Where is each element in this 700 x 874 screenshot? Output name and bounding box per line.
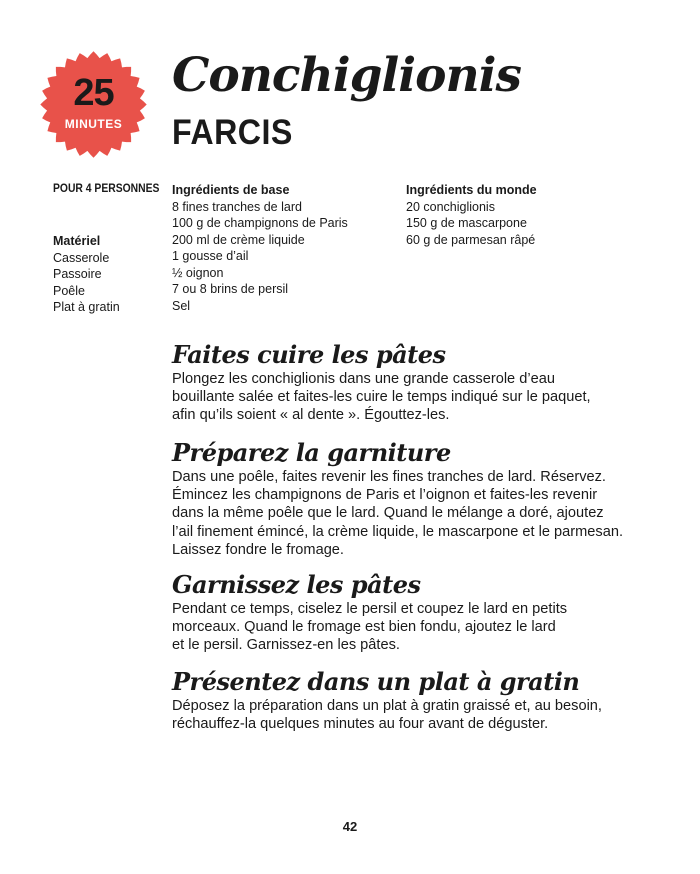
step-line: Émincez les champignons de Paris et l’oignon et faites-les revenir bbox=[172, 487, 598, 504]
ingredients-monde-heading: Ingrédients du monde bbox=[406, 183, 537, 197]
step-2 bbox=[172, 438, 632, 559]
ingredient-item: 60 g de parmesan râpé bbox=[406, 232, 536, 247]
step-line: l’ail finement émincé, la crème liquide, le mascarpone et le parmesan. bbox=[172, 523, 624, 540]
ingredient-item: Sel bbox=[172, 298, 191, 313]
step-line: Déposez la préparation dans un plat à gratin graissé et, au besoin, bbox=[172, 698, 602, 714]
materiel-list bbox=[53, 233, 120, 316]
ingredient-item: 1 gousse d’ail bbox=[172, 249, 249, 263]
step-line: et le persil. Garnissez-en les pâtes. bbox=[172, 637, 400, 654]
step-4 bbox=[172, 667, 632, 733]
ingredients-monde-list bbox=[406, 182, 537, 248]
step-line: réchauffez-la quelques minutes au four avant de déguster. bbox=[172, 716, 549, 733]
materiel-item: Passoire bbox=[53, 267, 102, 281]
step-3 bbox=[172, 570, 632, 655]
materiel-item: Poêle bbox=[53, 283, 85, 298]
step-line: morceaux. Quand le fromage est bien fondu, ajoutez le lard bbox=[172, 619, 556, 636]
recipe-title-script: Conchiglionis bbox=[172, 48, 521, 103]
ingredient-item: 200 ml de crème liquide bbox=[172, 232, 305, 247]
step-line: Pendant ce temps, ciselez le persil et coupez le lard en petits bbox=[172, 601, 568, 617]
step-title: Garnissez les pâtes bbox=[172, 570, 421, 599]
servings-label: POUR 4 PERSONNES bbox=[53, 183, 160, 195]
materiel-item: Casserole bbox=[53, 250, 110, 265]
ingredient-item: 150 g de mascarpone bbox=[406, 216, 527, 230]
time-badge-number: 25 bbox=[73, 72, 114, 114]
time-badge-unit: MINUTES bbox=[64, 117, 123, 131]
step-line: dans la même poêle que le lard. Quand le mélange a doré, ajoutez bbox=[172, 505, 604, 522]
step-title: Faites cuire les pâtes bbox=[172, 340, 446, 369]
step-1 bbox=[172, 340, 632, 425]
ingredient-item: 7 ou 8 brins de persil bbox=[172, 282, 289, 296]
ingredients-base-list bbox=[172, 182, 348, 314]
ingredient-item: ½ oignon bbox=[172, 265, 224, 280]
step-line: Plongez les conchiglionis dans une grande casserole d’eau bbox=[172, 371, 555, 387]
step-body bbox=[172, 697, 632, 733]
materiel-item: Plat à gratin bbox=[53, 300, 120, 314]
step-title: Présentez dans un plat à gratin bbox=[172, 667, 580, 696]
page-number: 42 bbox=[342, 819, 358, 834]
step-body bbox=[172, 468, 632, 559]
step-line: bouillante salée et faites-les cuire le temps indiqué sur le paquet, bbox=[172, 389, 591, 406]
step-body bbox=[172, 600, 632, 655]
step-line: Dans une poêle, faites revenir les fines tranches de lard. Réservez. bbox=[172, 469, 606, 485]
ingredient-item: 100 g de champignons de Paris bbox=[172, 216, 348, 230]
ingredients-base-heading: Ingrédients de base bbox=[172, 183, 290, 197]
step-title: Préparez la garniture bbox=[172, 438, 451, 467]
recipe-title-block: FARCIS bbox=[172, 113, 293, 152]
ingredient-item: 20 conchiglionis bbox=[406, 199, 495, 214]
materiel-heading: Matériel bbox=[53, 234, 101, 248]
step-line: afin qu’ils soient « al dente ». Égouttez-les. bbox=[172, 407, 450, 424]
step-line: Laissez fondre le fromage. bbox=[172, 541, 344, 558]
step-body bbox=[172, 370, 632, 425]
ingredient-item: 8 fines tranches de lard bbox=[172, 199, 302, 214]
